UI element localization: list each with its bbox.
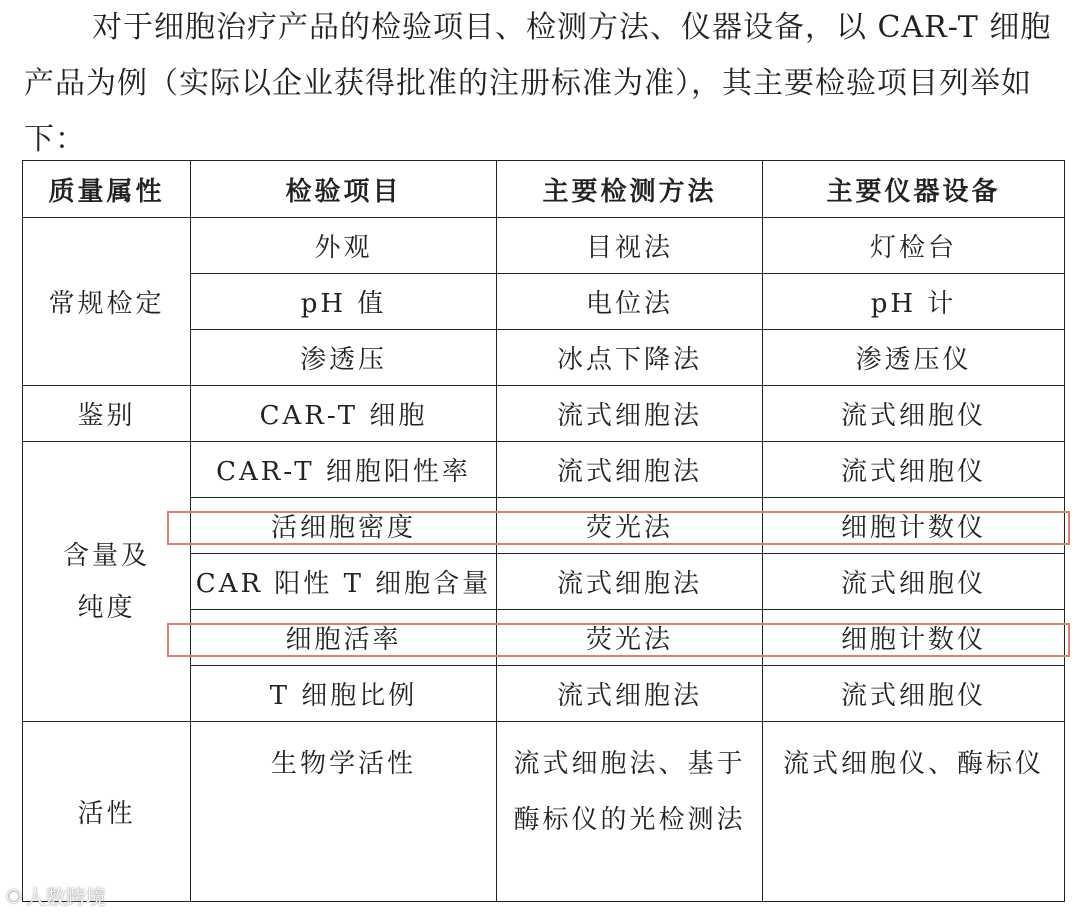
- cell-method: 电位法: [497, 274, 763, 330]
- table-row: [23, 722, 1065, 902]
- group-activity: 活性: [23, 722, 191, 902]
- header-quality-attribute: 质量属性: [23, 161, 191, 218]
- weibo-icon: ◉: [6, 885, 22, 906]
- cell-item: 活细胞密度: [191, 498, 497, 554]
- cell-method: 流式细胞法: [497, 666, 763, 722]
- cell-item: pH 值: [191, 274, 497, 330]
- cell-instrument: 流式细胞仪: [763, 666, 1065, 722]
- table-row: [23, 386, 1065, 442]
- cell-instrument: 灯检台: [763, 218, 1065, 274]
- cell-item: 生物学活性: [191, 722, 497, 902]
- table-header-row: [23, 161, 1065, 218]
- highlight-box-cell-viability: [167, 623, 1070, 657]
- cell-item: CAR-T 细胞阳性率: [191, 442, 497, 498]
- cell-instrument: 细胞计数仪: [763, 498, 1065, 554]
- cell-instrument: pH 计: [763, 274, 1065, 330]
- cell-instrument: 流式细胞仪: [763, 554, 1065, 610]
- group-content-purity: [23, 442, 191, 722]
- header-instrument: 主要仪器设备: [763, 161, 1065, 218]
- cell-item: 细胞活率: [191, 610, 497, 666]
- cell-method: 冰点下降法: [497, 330, 763, 386]
- header-test-item: 检验项目: [191, 161, 497, 218]
- cell-item: 渗透压: [191, 330, 497, 386]
- cell-instrument: 渗透压仪: [763, 330, 1065, 386]
- cell-method: 目视法: [497, 218, 763, 274]
- cell-instrument: 流式细胞仪: [763, 442, 1065, 498]
- cell-item: CAR 阳性 T 细胞含量: [191, 554, 497, 610]
- watermark: [6, 881, 106, 910]
- cell-item: 外观: [191, 218, 497, 274]
- watermark-text: 人数跨境: [25, 885, 106, 909]
- cell-instrument: 流式细胞仪: [763, 386, 1065, 442]
- group-content-purity-label: 含量及纯度: [62, 540, 150, 623]
- group-identity: 鉴别: [23, 386, 191, 442]
- table-row: [23, 442, 1065, 498]
- cell-instrument: 流式细胞仪、酶标仪: [763, 722, 1065, 902]
- cell-method-text: 流式细胞法、基于酶标仪的光检测法: [513, 749, 746, 835]
- intro-paragraph: 对于细胞治疗产品的检验项目、检测方法、仪器设备，以 CAR-T 细胞产品为例（实际以企业获得批准的注册标准为准），其主要检验项目列举如下：: [24, 10, 1052, 157]
- cell-method: 流式细胞法: [497, 554, 763, 610]
- highlight-box-live-cell-density: [167, 511, 1070, 545]
- group-routine: 常规检定: [23, 218, 191, 386]
- header-test-method: 主要检测方法: [497, 161, 763, 218]
- cell-method: 流式细胞法: [497, 442, 763, 498]
- cell-method: 荧光法: [497, 498, 763, 554]
- cell-method: 流式细胞法: [497, 386, 763, 442]
- table-row: [23, 218, 1065, 274]
- cell-instrument: 细胞计数仪: [763, 610, 1065, 666]
- cell-item: CAR-T 细胞: [191, 386, 497, 442]
- cell-method: 荧光法: [497, 610, 763, 666]
- cell-method: [497, 722, 763, 902]
- cell-item: T 细胞比例: [191, 666, 497, 722]
